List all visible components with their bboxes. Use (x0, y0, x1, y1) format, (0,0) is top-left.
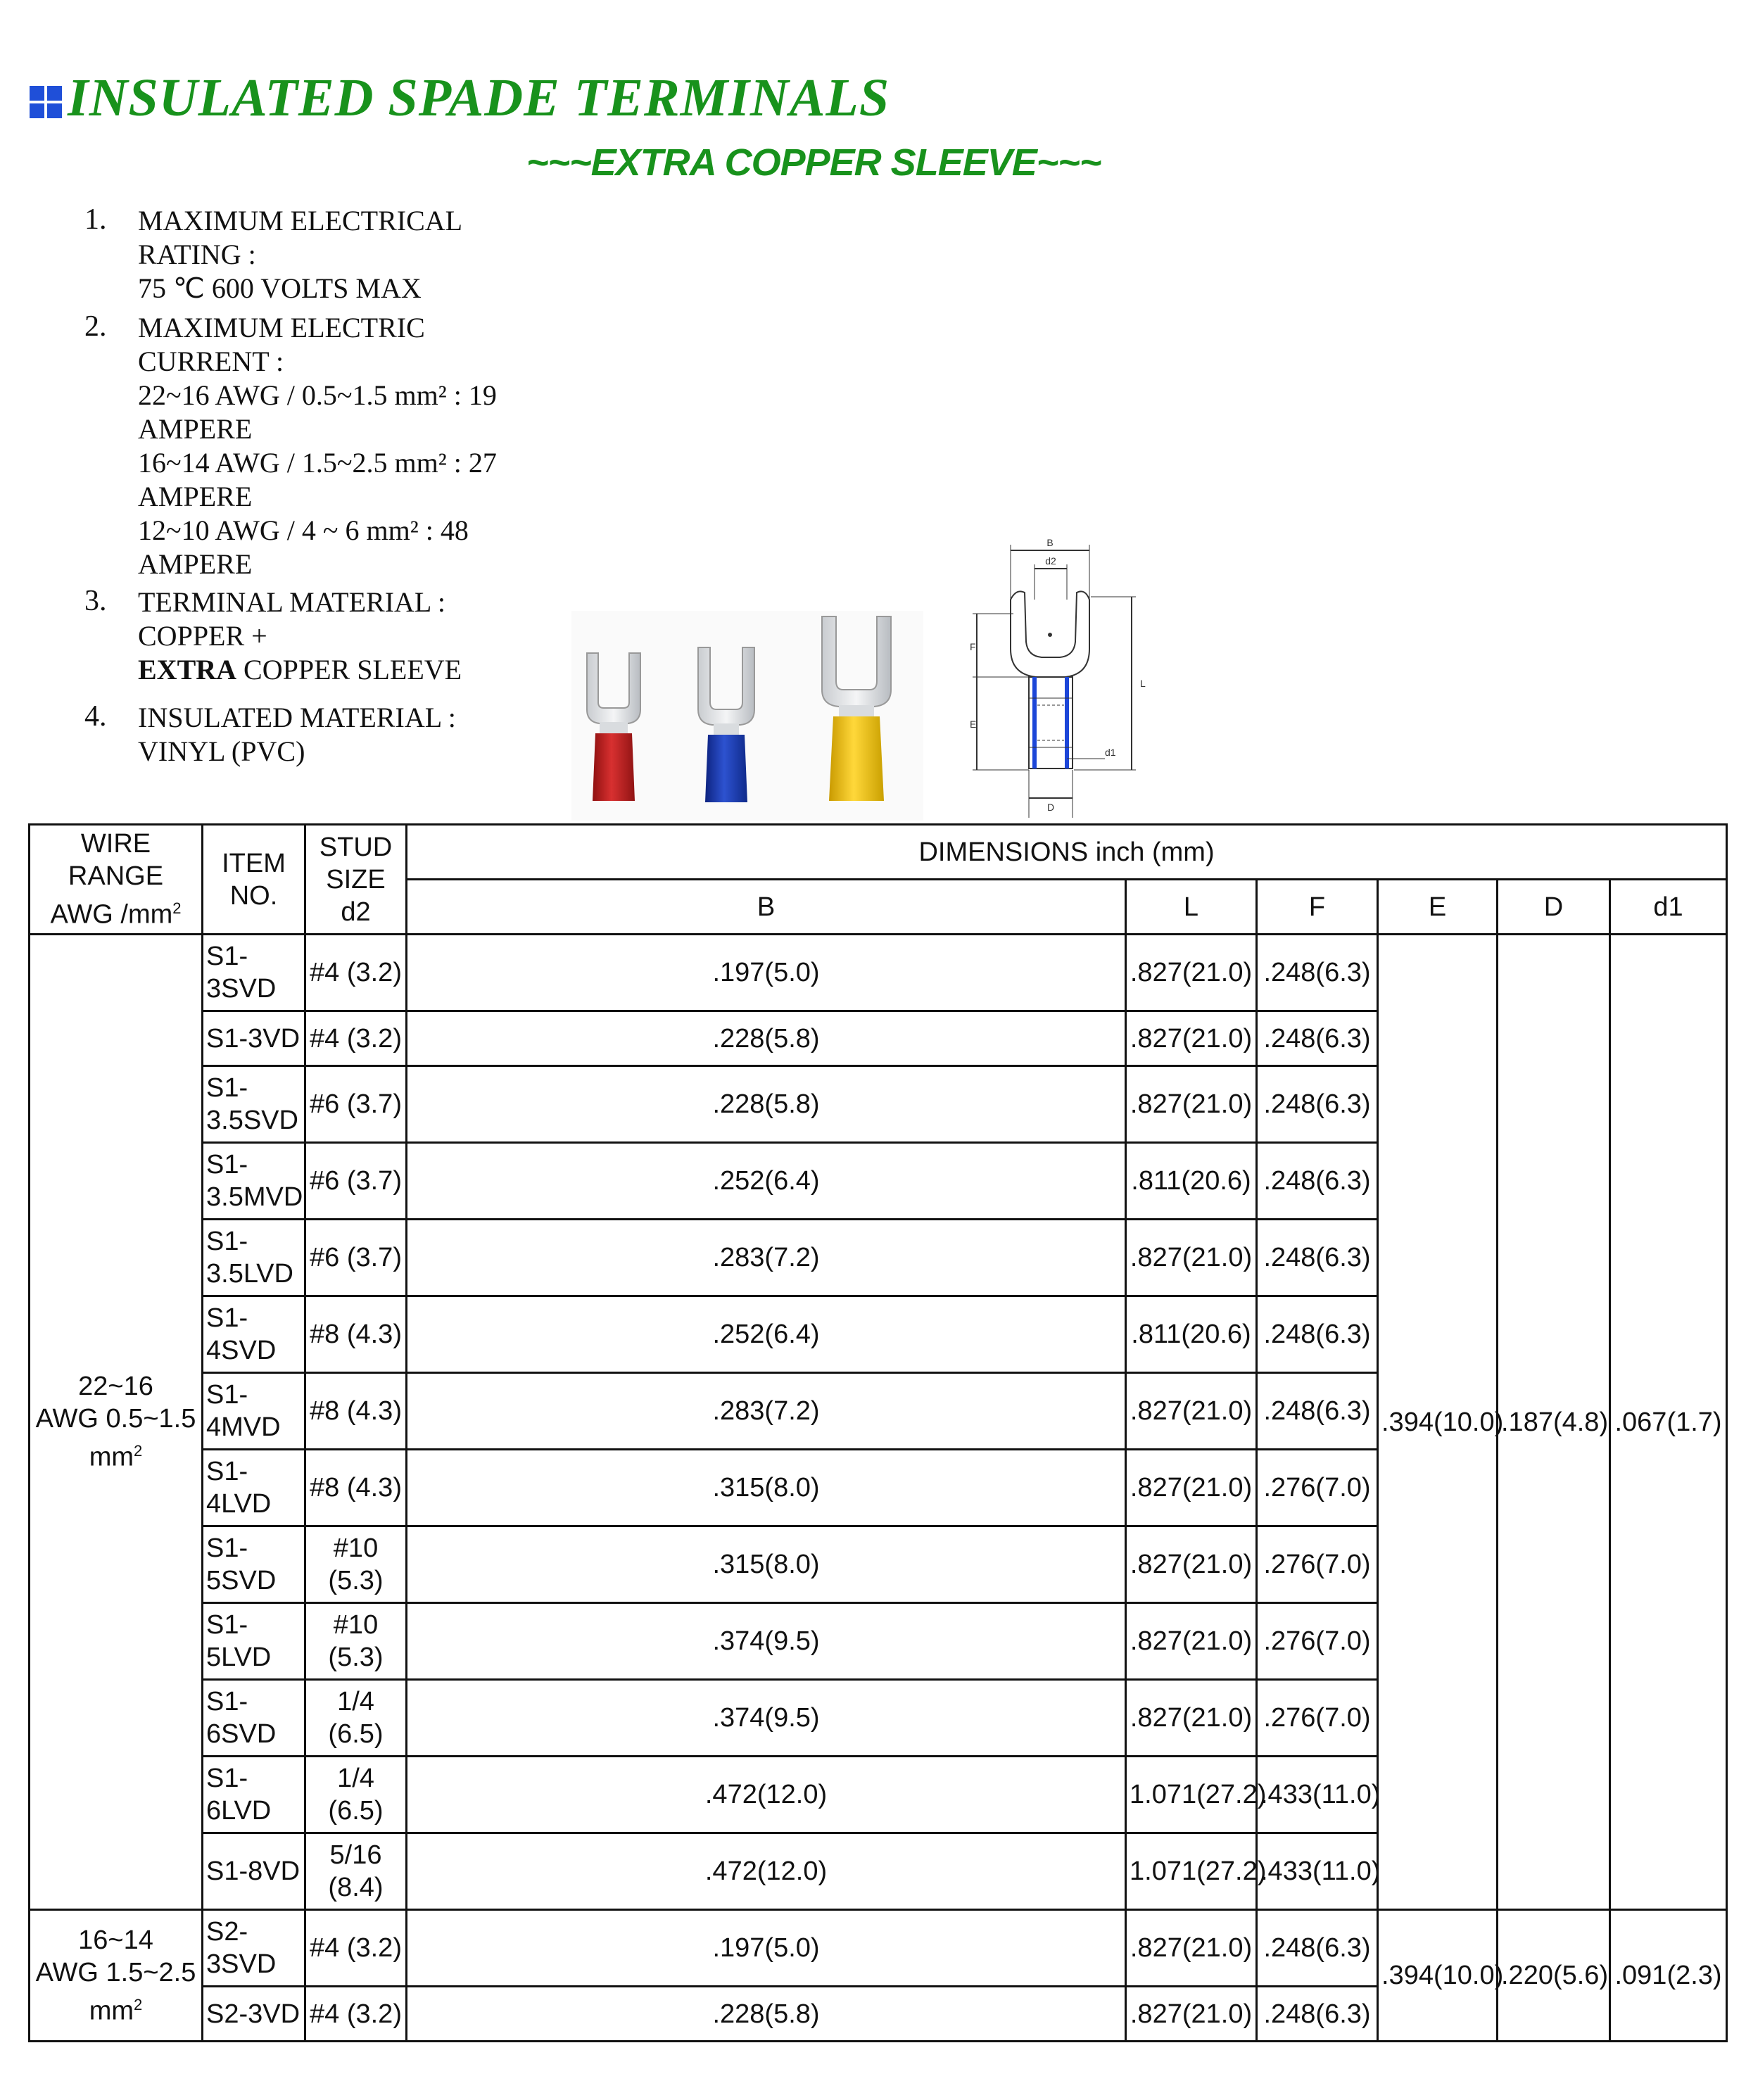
dim-l-cell: .811(20.6) (1126, 1296, 1257, 1373)
dimension-drawing (964, 536, 1161, 825)
wire-range-text: mm (89, 1442, 134, 1472)
dim-l-cell: .827(21.0) (1126, 1987, 1257, 2042)
stud-size-cell: #6 (3.7) (305, 1143, 407, 1220)
spec-emphasis: EXTRA (138, 654, 237, 685)
spade-terminals-illustration (571, 611, 923, 821)
dim-l-cell: .827(21.0) (1126, 1680, 1257, 1757)
stud-size-cell: #4 (3.2) (305, 1910, 407, 1987)
wire-range-line (33, 1403, 198, 1435)
header-wire-range-unit: AWG $/mm^2$ (50, 899, 182, 930)
header-f: F (1257, 880, 1378, 935)
dim-f-cell: .276(7.0) (1257, 1450, 1378, 1526)
dim-f-cell: .276(7.0) (1257, 1603, 1378, 1680)
dim-e-cell: .394(10.0) (1378, 935, 1498, 1910)
wire-range-cell (30, 1910, 203, 2042)
wire-range-line (33, 1924, 198, 1956)
header-wire-unit-text: AWG /mm (50, 899, 173, 930)
header-e: E (1378, 880, 1498, 935)
header-d1: d1 (1610, 880, 1727, 935)
wire-range-text: AWG 1.5~2.5 (35, 1957, 196, 1987)
dim-l-cell: .827(21.0) (1126, 1450, 1257, 1526)
spec-line: 75 ℃ 600 VOLTS MAX (138, 272, 422, 304)
table-row (30, 1910, 1727, 1987)
product-photo (571, 611, 923, 821)
spec-number: 1. (84, 203, 107, 236)
item-no-cell: S1- 6LVD (203, 1757, 305, 1833)
stud-size-cell: #4 (3.2) (305, 935, 407, 1011)
dim-b-cell: .374(9.5) (407, 1680, 1126, 1757)
dim-l-cell: .827(21.0) (1126, 1526, 1257, 1603)
header-b: B (407, 880, 1126, 935)
dimension-drawing-svg (964, 536, 1161, 825)
dim-b-cell: .228(5.8) (407, 1066, 1126, 1143)
wire-range-line (33, 1370, 198, 1403)
item-no-cell: S1- 3.5MVD (203, 1143, 305, 1220)
label-e: E (970, 719, 977, 730)
wire-range-text: 16~14 (78, 1925, 153, 1955)
spec-line: 16~14 AWG / 1.5~2.5 mm² : 27 (138, 447, 497, 479)
page-title: INSULATED SPADE TERMINALS (68, 68, 890, 127)
wire-range-text: AWG 0.5~1.5 (35, 1404, 196, 1434)
dim-f-cell: .248(6.3) (1257, 1987, 1378, 2042)
stud-size-cell: #6 (3.7) (305, 1066, 407, 1143)
item-no-cell: S1- 5LVD (203, 1603, 305, 1680)
dim-f-cell: .248(6.3) (1257, 1296, 1378, 1373)
wire-range-text: 22~16 (78, 1372, 153, 1402)
dim-l-cell: .827(21.0) (1126, 1066, 1257, 1143)
item-no-cell: S1-3VD (203, 1011, 305, 1066)
label-b: B (1046, 537, 1054, 548)
dim-f-cell: .248(6.3) (1257, 935, 1378, 1011)
item-no-cell: S1-8VD (203, 1833, 305, 1910)
spec-line (138, 653, 584, 687)
dim-f-cell: .248(6.3) (1257, 1143, 1378, 1220)
stud-size-cell: 1/4 (6.5) (305, 1680, 407, 1757)
header-l: L (1126, 880, 1257, 935)
header-item-line: NO. (229, 880, 278, 911)
dim-f-cell: .276(7.0) (1257, 1680, 1378, 1757)
dim-l-cell: 1.071(27.2) (1126, 1757, 1257, 1833)
dimensions-table (28, 823, 1728, 2042)
red-terminal (587, 653, 640, 801)
dim-b-cell: .315(8.0) (407, 1450, 1126, 1526)
spec-list (77, 204, 584, 768)
dim-d1-cell: .091(2.3) (1610, 1910, 1727, 2042)
stud-size-cell: #8 (4.3) (305, 1296, 407, 1373)
dim-l-cell: .827(21.0) (1126, 935, 1257, 1011)
dim-b-cell: .252(6.4) (407, 1296, 1126, 1373)
item-no-cell: S1- 4SVD (203, 1296, 305, 1373)
spec-number: 2. (84, 310, 107, 343)
header-stud-size (305, 825, 407, 935)
dim-l-cell: 1.071(27.2) (1126, 1833, 1257, 1910)
item-no-cell: S1- 4MVD (203, 1373, 305, 1450)
dim-b-cell: .472(12.0) (407, 1757, 1126, 1833)
header-item-line: ITEM (222, 848, 286, 878)
dim-b-cell: .374(9.5) (407, 1603, 1126, 1680)
item-no-cell: S1- 4LVD (203, 1450, 305, 1526)
label-l: L (1140, 678, 1146, 689)
spec-line: CURRENT : (138, 346, 284, 377)
stud-size-cell: #8 (4.3) (305, 1450, 407, 1526)
header-d: D (1498, 880, 1610, 935)
dim-f-cell: .433(11.0) (1257, 1757, 1378, 1833)
label-d1: d1 (1105, 747, 1116, 758)
dim-l-cell: .827(21.0) (1126, 1910, 1257, 1987)
blue-terminal (698, 647, 754, 802)
wire-range-text: mm (89, 1996, 134, 2026)
logo-squares-icon (30, 86, 63, 120)
item-no-cell: S1- 3.5SVD (203, 1066, 305, 1143)
dim-b-cell: .197(5.0) (407, 935, 1126, 1011)
stud-size-cell: #8 (4.3) (305, 1373, 407, 1450)
dim-d-cell: .187(4.8) (1498, 935, 1610, 1910)
dim-b-cell: .283(7.2) (407, 1373, 1126, 1450)
yellow-terminal (822, 616, 891, 801)
dim-b-cell: .472(12.0) (407, 1833, 1126, 1910)
dim-e-cell: .394(10.0) (1378, 1910, 1498, 2042)
stud-size-cell: #10 (5.3) (305, 1603, 407, 1680)
item-no-cell: S2- 3SVD (203, 1910, 305, 1987)
stud-size-cell: 1/4 (6.5) (305, 1757, 407, 1833)
dim-l-cell: .827(21.0) (1126, 1220, 1257, 1296)
dim-b-cell: .283(7.2) (407, 1220, 1126, 1296)
stud-size-cell: #4 (3.2) (305, 1011, 407, 1066)
header-wire-range (30, 825, 203, 935)
dim-f-cell: .248(6.3) (1257, 1011, 1378, 1066)
spec-line: 12~10 AWG / 4 ~ 6 mm² : 48 (138, 514, 469, 546)
superscript: 2 (134, 1442, 143, 1460)
dim-l-cell: .827(21.0) (1126, 1603, 1257, 1680)
spec-line: RATING : (138, 239, 256, 270)
table-row (30, 935, 1727, 1011)
table-body (30, 935, 1727, 2042)
spec-line: 22~16 AWG / 0.5~1.5 mm² : 19 (138, 379, 497, 411)
page-subtitle: ~~~EXTRA COPPER SLEEVE~~~ (526, 141, 1101, 184)
spec-line: AMPERE (138, 481, 253, 512)
item-no-cell: S2-3VD (203, 1987, 305, 2042)
spec-item-terminal-material (77, 586, 584, 687)
item-no-cell: S1- 6SVD (203, 1680, 305, 1757)
item-no-cell: S1- 3SVD (203, 935, 305, 1011)
dim-b-cell: .197(5.0) (407, 1910, 1126, 1987)
stud-size-cell: #6 (3.7) (305, 1220, 407, 1296)
item-no-cell: S1- 5SVD (203, 1526, 305, 1603)
stud-size-cell: #10 (5.3) (305, 1526, 407, 1603)
dim-f-cell: .248(6.3) (1257, 1220, 1378, 1296)
spec-line: MAXIMUM ELECTRICAL (138, 205, 463, 236)
spec-line: AMPERE (138, 413, 253, 445)
wire-range-line (33, 1989, 198, 2028)
label-f: F (970, 641, 976, 652)
spec-item-insulation (77, 701, 584, 768)
spec-line: MAXIMUM ELECTRIC (138, 312, 425, 343)
dim-l-cell: .827(21.0) (1126, 1011, 1257, 1066)
spec-item-current (77, 311, 584, 581)
spec-line: VINYL (PVC) (138, 735, 305, 767)
spec-number: 3. (84, 585, 107, 617)
dim-b-cell: .228(5.8) (407, 1011, 1126, 1066)
wire-range-line (33, 1956, 198, 1989)
spec-line: AMPERE (138, 548, 253, 580)
header-item-no (203, 825, 305, 935)
header-stud-line: d2 (341, 897, 371, 927)
wire-range-cell (30, 935, 203, 1910)
dim-l-cell: .811(20.6) (1126, 1143, 1257, 1220)
spec-line: TERMINAL MATERIAL : (138, 586, 445, 618)
item-no-cell: S1- 3.5LVD (203, 1220, 305, 1296)
dim-b-cell: .315(8.0) (407, 1526, 1126, 1603)
superscript: 2 (134, 1995, 143, 2013)
spec-item-rating (77, 204, 584, 305)
spec-number: 4. (84, 700, 107, 733)
dim-f-cell: .248(6.3) (1257, 1910, 1378, 1987)
dim-b-cell: .228(5.8) (407, 1987, 1126, 2042)
dim-f-cell: .248(6.3) (1257, 1373, 1378, 1450)
spec-line-rest: COPPER SLEEVE (236, 654, 462, 685)
header-stud-line: SIZE (326, 864, 386, 894)
dim-f-cell: .276(7.0) (1257, 1526, 1378, 1603)
dim-l-cell: .827(21.0) (1126, 1373, 1257, 1450)
header-wire-range-label: WIRE RANGE (68, 829, 164, 892)
stud-size-cell: #4 (3.2) (305, 1987, 407, 2042)
spec-line: INSULATED MATERIAL : (138, 702, 456, 733)
dim-d-cell: .220(5.6) (1498, 1910, 1610, 2042)
label-d2: d2 (1045, 555, 1056, 567)
dim-d1-cell: .067(1.7) (1610, 935, 1727, 1910)
wire-range-line (33, 1435, 198, 1474)
stud-size-cell: 5/16 (8.4) (305, 1833, 407, 1910)
header-dimensions: DIMENSIONS inch (mm) (407, 825, 1727, 880)
dim-f-cell: .248(6.3) (1257, 1066, 1378, 1143)
label-d: D (1046, 802, 1055, 813)
dim-f-cell: .433(11.0) (1257, 1833, 1378, 1910)
dim-b-cell: .252(6.4) (407, 1143, 1126, 1220)
spec-line: COPPER + (138, 620, 267, 652)
header-stud-line: STUD (319, 832, 393, 862)
